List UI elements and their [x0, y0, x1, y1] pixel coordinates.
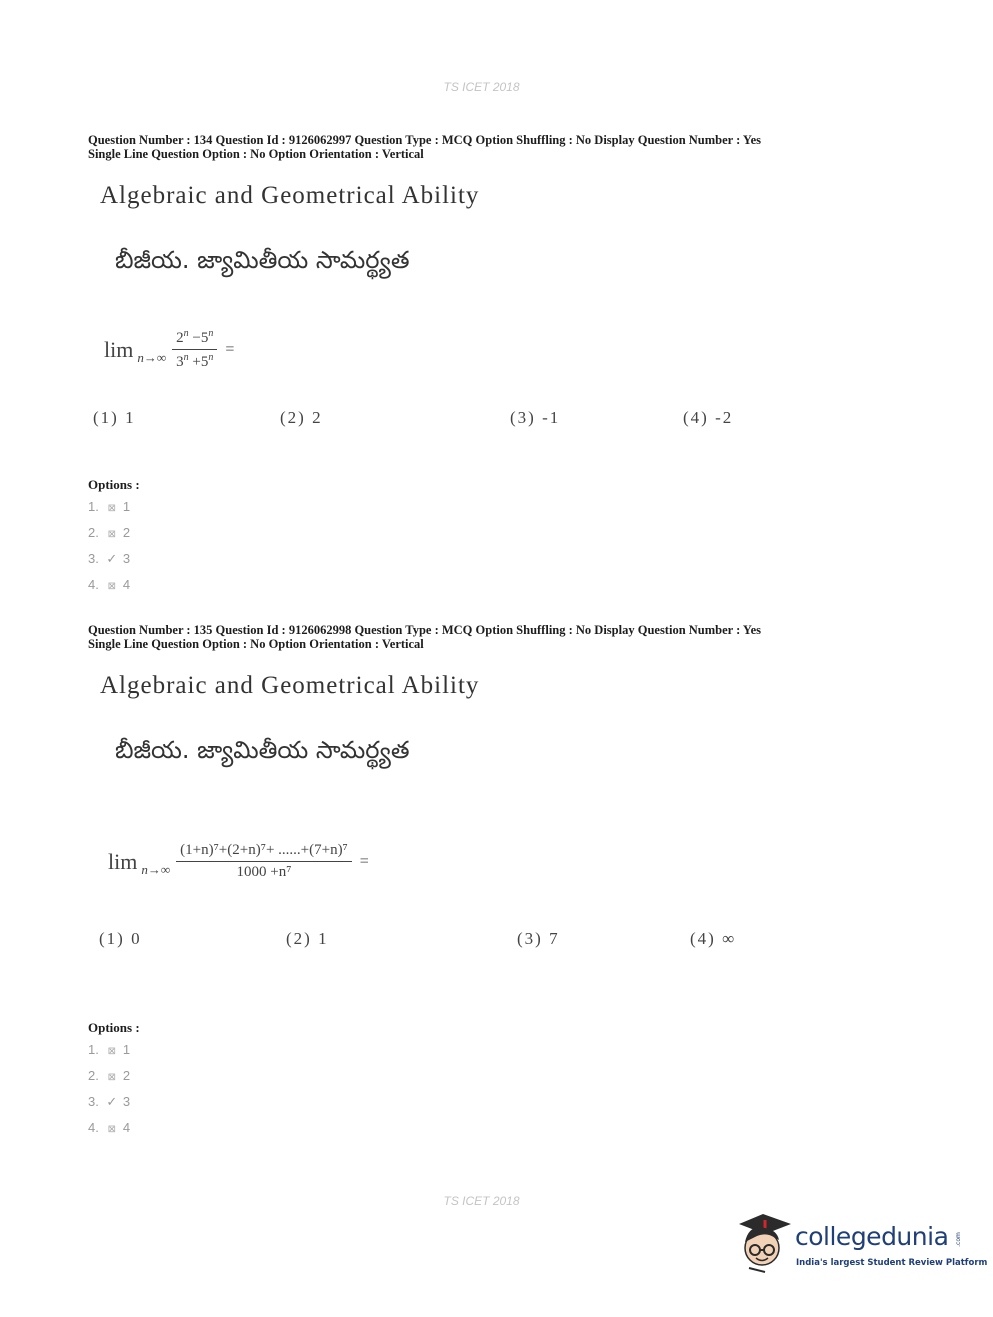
check-icon: ✓ [106, 551, 118, 566]
limit-expression [108, 842, 369, 881]
choice-4: (4) -2 [683, 408, 734, 427]
fraction-numerator: (1+n)⁷+(2+n)⁷+ ......+(7+n)⁷ [176, 842, 352, 862]
subject-title-telugu: బీజీయ. జ్యామితీయ సామర్థ్యత [115, 736, 410, 764]
page-footer: TS ICET 2018 [443, 1194, 520, 1208]
question-meta-line2: Single Line Question Option : No Option Orientation : Vertical [88, 637, 424, 651]
limit-expression [104, 328, 234, 371]
logo-domain-suffix: .com [954, 1232, 962, 1247]
option-row: 2. ⊠ 2 [88, 525, 131, 540]
option-row: 4. ⊠ 4 [88, 1120, 131, 1135]
page-header: TS ICET 2018 [443, 80, 520, 94]
choice-4: (4) ∞ [690, 929, 737, 948]
lim-subscript: n→∞ [141, 861, 171, 877]
options-title: Options : [88, 477, 140, 492]
logo-tagline: India's largest Student Review Platform [796, 1258, 988, 1268]
cross-icon: ⊠ [107, 1072, 117, 1083]
lim-symbol: lim [108, 848, 138, 874]
equals-sign: = [359, 852, 369, 870]
fraction-denominator: 1000 +n⁷ [236, 864, 292, 880]
choice-1: (1) 0 [99, 929, 142, 948]
limit-fraction [172, 328, 217, 371]
choice-3: (3) -1 [510, 408, 561, 427]
choice-3: (3) 7 [517, 929, 560, 948]
option-row: 3. ✓ 3 [88, 1094, 131, 1109]
cross-icon: ⊠ [107, 503, 117, 514]
lim-symbol: lim [104, 336, 134, 362]
cross-icon: ⊠ [107, 1124, 117, 1135]
choice-2: (2) 1 [286, 929, 329, 948]
limit-fraction [176, 842, 352, 881]
logo-wordmark: collegedunia [795, 1222, 949, 1251]
subject-title-telugu: బీజీయ. జ్యామితీయ సామర్థ్యత [115, 246, 410, 274]
cross-icon: ⊠ [107, 529, 117, 540]
check-icon: ✓ [106, 1094, 118, 1109]
choice-2: (2) 2 [280, 408, 323, 427]
cross-icon: ⊠ [107, 581, 117, 592]
options-title: Options : [88, 1020, 140, 1035]
subject-title: Algebraic and Geometrical Ability [100, 182, 480, 209]
cross-icon: ⊠ [107, 1046, 117, 1057]
option-row: 2. ⊠ 2 [88, 1068, 131, 1083]
question-meta-line1: Question Number : 135 Question Id : 9126062998 Question Type : MCQ Option Shuffling : No Display Question Number : Yes [88, 623, 761, 637]
subject-title: Algebraic and Geometrical Ability [100, 672, 480, 699]
question-meta-line1: Question Number : 134 Question Id : 9126062997 Question Type : MCQ Option Shuffling : No Display Question Number : Yes [88, 133, 761, 147]
option-row: 1. ⊠ 1 [88, 1042, 131, 1057]
option-row: 1. ⊠ 1 [88, 499, 131, 514]
choice-1: (1) 1 [93, 408, 136, 427]
option-row: 4. ⊠ 4 [88, 577, 131, 592]
lim-subscript: n→∞ [137, 349, 167, 365]
option-row: 3. ✓ 3 [88, 551, 131, 566]
equals-sign: = [225, 340, 235, 358]
question-meta-line2: Single Line Question Option : No Option Orientation : Vertical [88, 147, 424, 161]
fraction-denominator: $3^n +5^n$ [176, 352, 214, 370]
fraction-numerator: $2^n -5^n$ [172, 328, 217, 350]
collegedunia-mascot-icon [735, 1210, 795, 1278]
